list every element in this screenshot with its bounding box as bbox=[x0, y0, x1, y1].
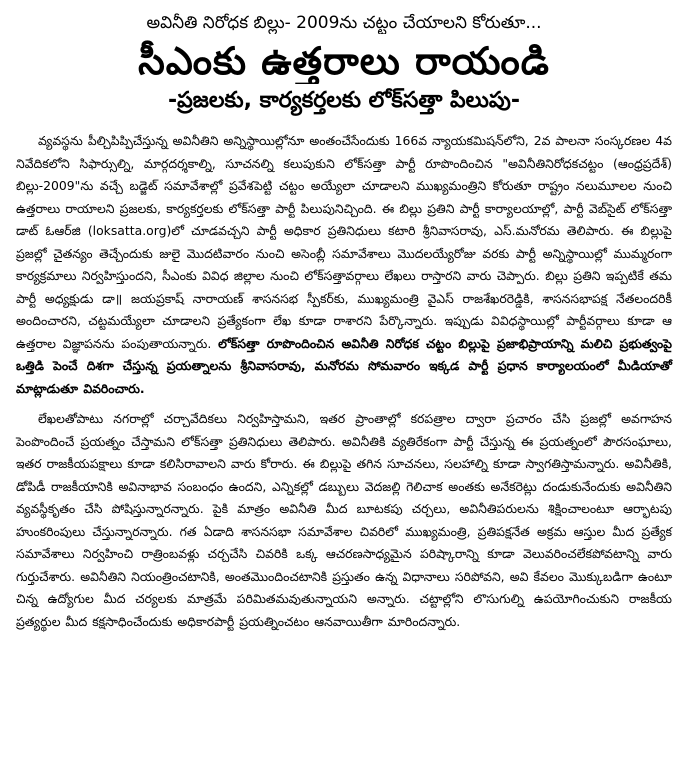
article-paragraph-2: లేఖలతోపాటు నగరాల్లో చర్చావేదికలు నిర్వహిస్తామని, ఇతర ప్రాంతాల్లో కరపత్రాల ద్వారా ప్రచారం చేసి ప్రజల్లో అవగాహన పెంపొందించే ప్రయత్నం చేస్తామని లోక్‌సత్తా ప్రతినిధులు తెలిపారు. అవినీతికి వ్యతిరేకంగా పార్టీ చేస్తున్న ఈ ప్రయత్నంలో పౌరసంఘాలు, ఇతర రాజకీయపక్షాలు కూడా కలిసిరావాలని వారు కోరారు. ఈ బిల్లుపై తగిన సూచనలు, సలహాల్ని కూడా స్వాగతిస్తామన్నారు. అవినీతికి, డోపిడీ రాజకీయానికి అవినాభావ సంబంధం ఉందని, ఎన్నికల్లో డబ్బులు వెదజల్లి గెలిచాక అంతకు అనేకరెట్లు దండుకునేందుకు అవినీతిని వ్యవస్థీకృతం చేసి పోషిస్తున్నారన్నారు. పైకి మాత్రం అవినీతి మీద బూటకపు చర్చలు, అవినీతిపరులను శిక్షించాలంటూ ఆర్భాటపు హుంకరింపులు చేస్తున్నారన్నారు. గత ఏడాది శాసనసభా సమావేశాల చివరిలో ముఖ్యమంత్రి, ప్రతిపక్షనేత అక్రమ ఆస్తుల మీద ప్రత్యేక సమావేశాలు నిర్వహించి రాత్రింబవళ్లు చర్చచేసి చివరికి ఒక్క ఆచరణసాధ్యమైన పరిష్కారాన్ని కూడా వెలువరించలేకపోవటాన్ని వారు గుర్తుచేశారు. అవినీతిని నియంత్రించటానికి, అంతమొందించటానికి ప్రస్తుతం ఉన్న విధానాలు సరిపోవని, అవి కేవలం మొక్కుబడిగా ఉంటూ చిన్న ఉద్యోగుల మీద చర్యలకు మాత్రమే పరిమితమవుతున్నాయని అన్నారు. చట్టాల్లోని లొసుగుల్ని ఉపయోగించుకుని రాజకీయ ప్రత్యర్థుల మీద కక్షసాధించేందుకు అధికారపార్టీ ప్రయత్నించటం ఆనవాయితీగా మారిందన్నారు. bbox=[16, 411, 672, 629]
paragraph-1-emphasis: లోక్‌సత్తా రూపొందించిన అవినీతి నిరోధక చట్టం బిల్లుపై ప్రజాభిప్రాయాన్ని మలిచి ప్రభుత్వంపై ఒత్తిడి పెంచే దిశగా చేస్తున్న ప్రయత్నాలను శ్రీనివాసరావు, మనోరమ సోమవారం ఇక్కడ పార్టీ ప్రధాన కార్యాలయంలో మీడియాతో మాట్లాడుతూ వివరించారు. bbox=[16, 335, 672, 396]
paragraph-1-body: వ్యవస్థను పీల్చిపిప్పిచేస్తున్న అవినీతిని అన్నిస్థాయిల్లోనూ అంతంచేసేందుకు 166వ న్యాయకమిషన్‌లోని, 2వ పాలనా సంస్కరణల 4వ నివేదికలోని సిఫార్సుల్ని, మార్గదర్శకాల్ని, సూచనల్ని కలుపుకుని లోక్‌సత్తా పార్టీ రూపొందించిన "అవినీతినిరోధకచట్టం (ఆంధ్రప్రదేశ్) బిల్లు-2009"ను వచ్చే బడ్జెట్ సమావేశాల్లో ప్రవేశపెట్టి చట్టం అయ్యేలా చూడాలని ముఖ్యమంత్రిని కోరుతూ రాష్ట్రం నలుమూలల నుంచి ఉత్తరాలు రాయాలని ప్రజలకు, కార్యకర్తలకు లోక్‌సత్తా పార్టీ పిలుపునిచ్చింది. ఈ బిల్లు ప్రతిని పార్టీ కార్యాలయాల్లో, పార్టీ వెబ్‌సైట్ లోక్‌సత్తా డాట్ ఓఆర్‌జి (loksatta.org)లో చూడవచ్చని పార్టీ అధికార ప్రతినిధులు కటారి శ్రీనివాసరావు, ఎస్.మనోరమ తెలిపారు. ఈ బిల్లుపై ప్రజల్లో చైతన్యం తెచ్చేందుకు జులై మొదటివారం నుంచి అసెంబ్లీ సమావేశాలు మొదలయ్యేరోజు వరకు పార్టీ అన్నిస్థాయిల్లో ముమ్మరంగా కార్యక్రమాలు నిర్వహిస్తుందని, సీఎంకు వివిధ జిల్లాల నుంచి లోక్‌సత్తావర్గాలు లేఖలు రాస్తారని వారు చెప్పారు. బిల్లు ప్రతిని ఇప్పటికే తమ పార్టీ అధ్యక్షుడు డా॥ జయప్రకాష్ నారాయణ్ శాసనసభ స్పీకర్‌కు, ముఖ్యమంత్రి వైఎస్ రాజశేఖరరెడ్డికి, శాసనసభాపక్ష నేతలందరికీ అందించారని, చట్టమయ్యేలా చూడాలని ప్రత్యేకంగా లేఖ కూడా రాశారని పేర్కొన్నారు. ఇప్పుడు వివిధస్థాయిల్లో పార్టీవర్గాలు కూడా ఆ ఉత్తరాల విజ్ఞాపనను పంపుతాయన్నారు. bbox=[16, 133, 672, 351]
article-paragraph-1 bbox=[16, 130, 672, 400]
article-subheadline: -ప్రజలకు, కార్యకర్తలకు లోక్‌సత్తా పిలుపు- bbox=[168, 88, 520, 113]
article-kicker: అవినీతి నిరోధక బిల్లు- 2009ను చట్టం చేయాలని కోరుతూ... bbox=[146, 13, 542, 33]
article-headline: సీఎంకు ఉత్తరాలు రాయండి bbox=[138, 39, 550, 83]
